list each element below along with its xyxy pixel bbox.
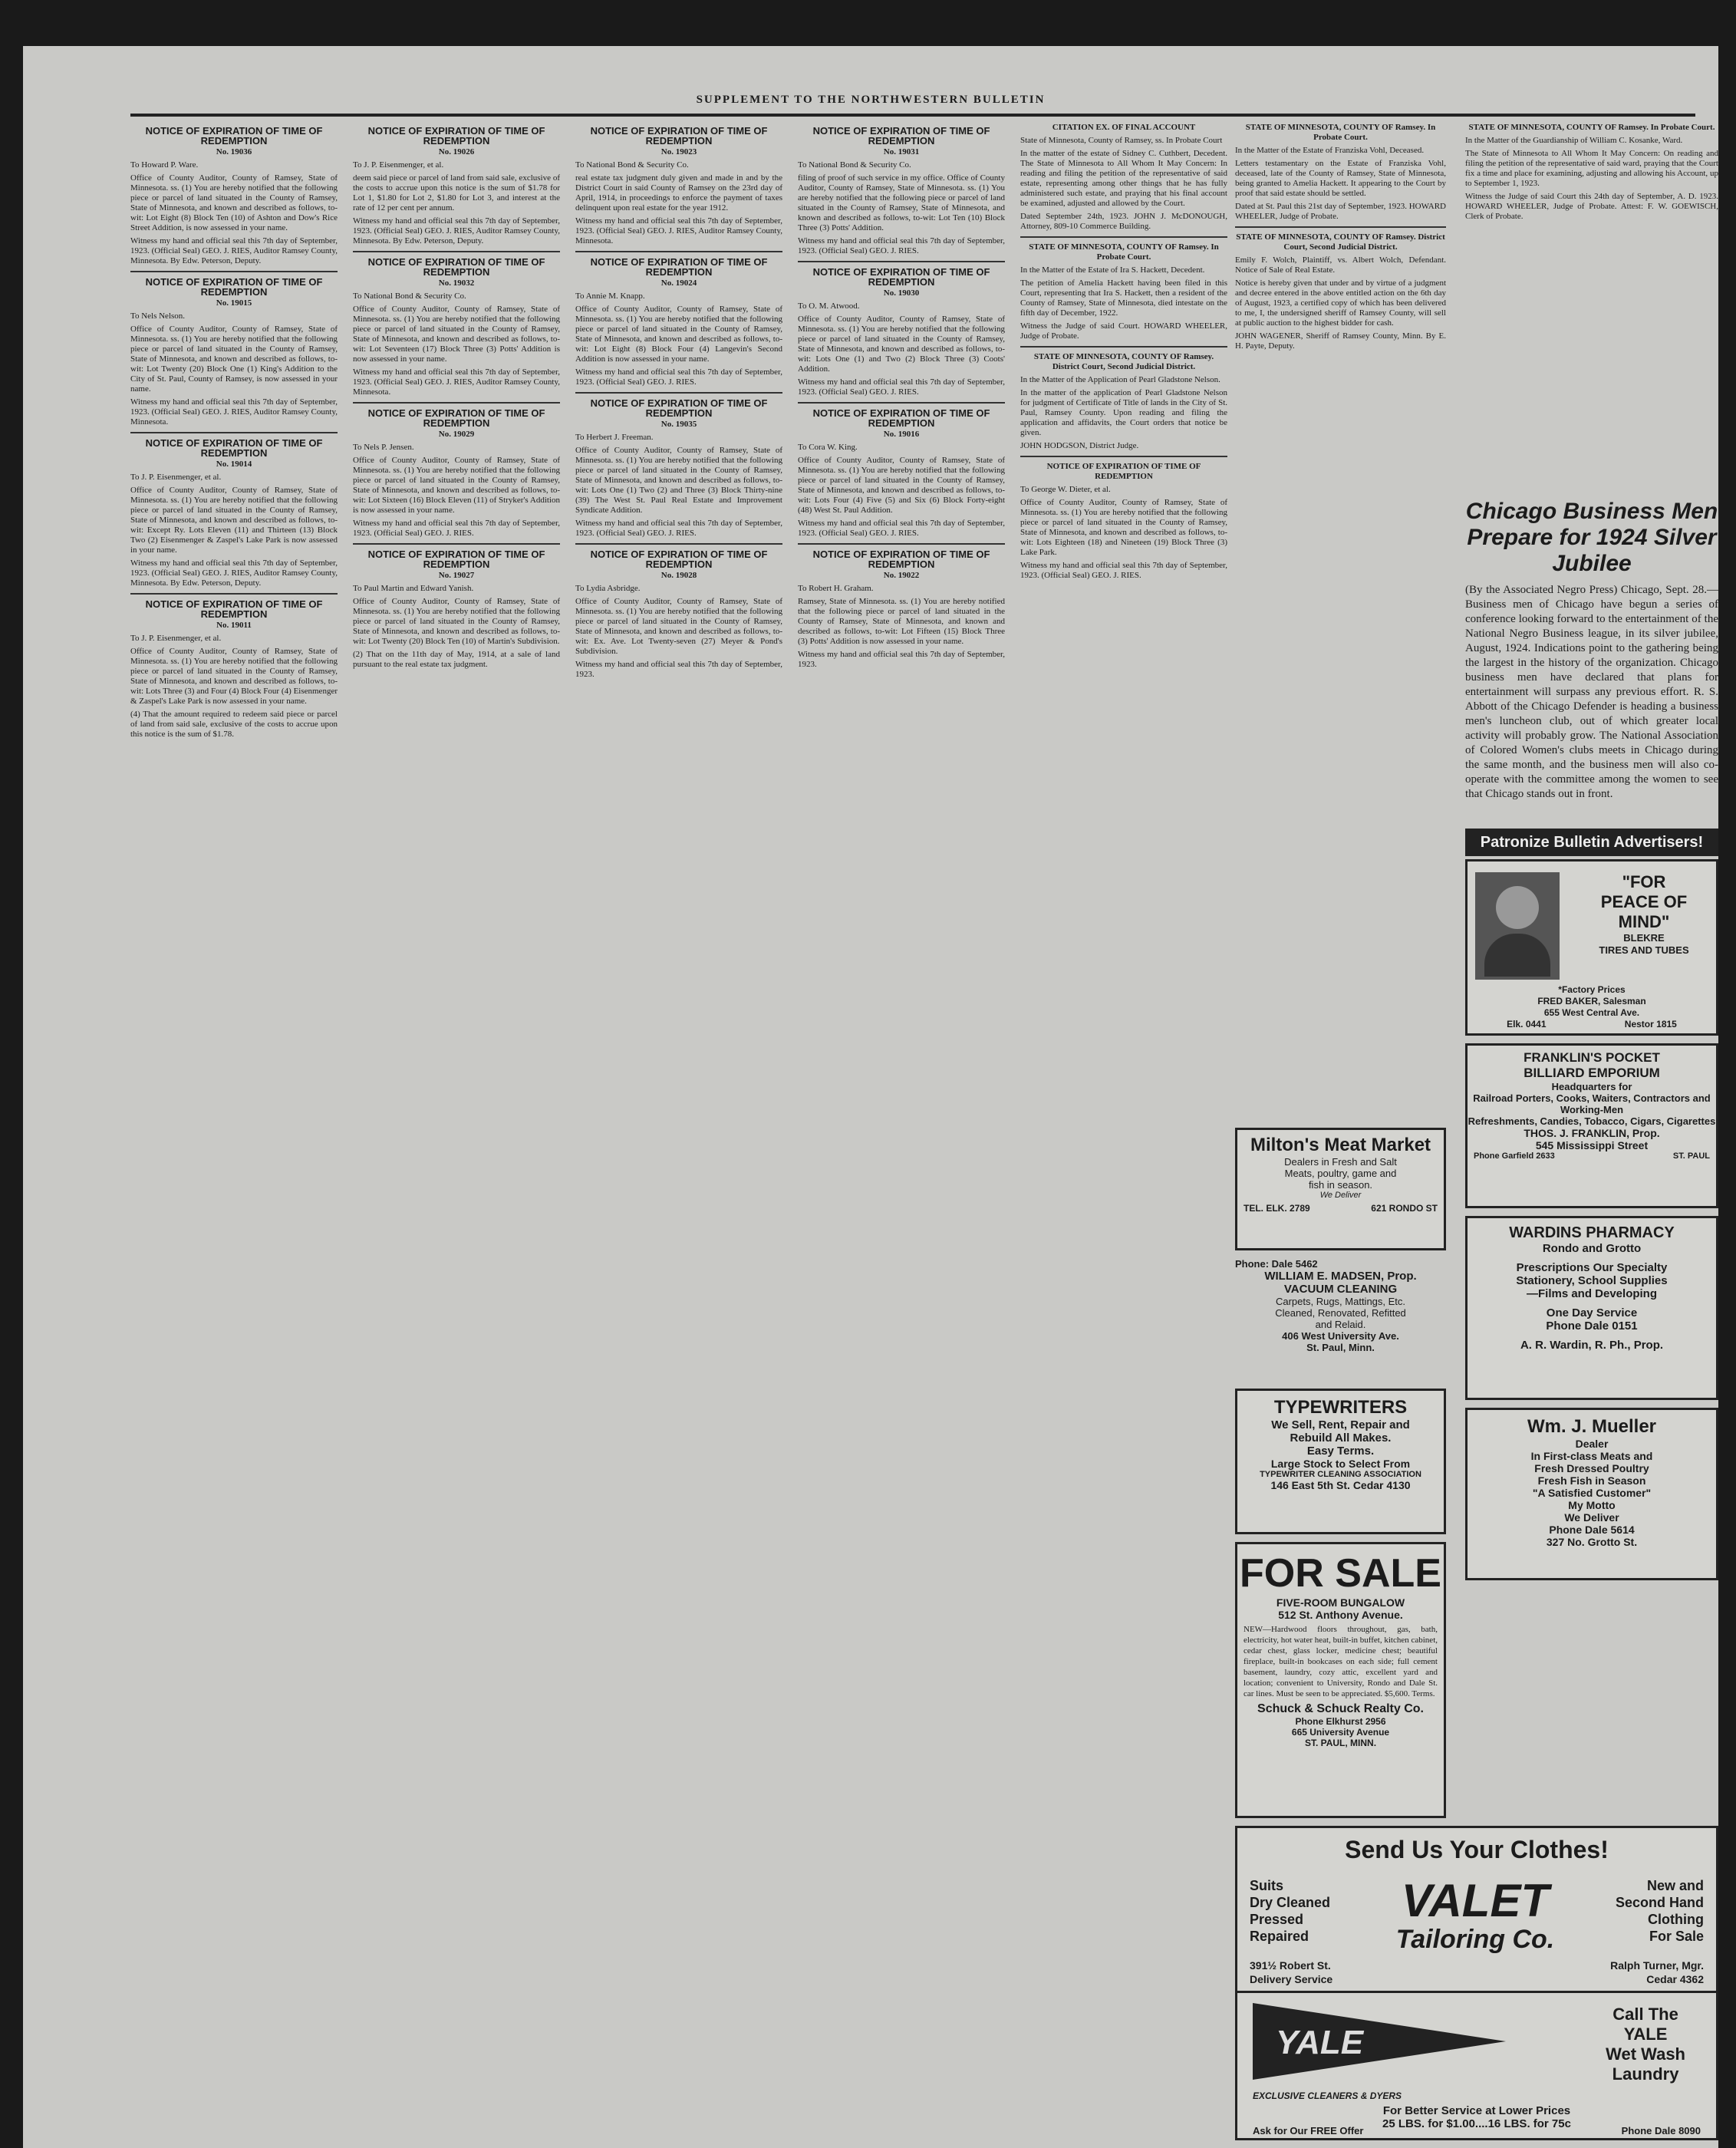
ad-typewriters-line4: Large Stock to Select From — [1270, 1458, 1411, 1470]
notice-body: Office of County Auditor, County of Ramsey, State of Minnesota. ss. (1) You are hereby notified that the following piece or parcel of land situated in the County of Ramsey, State of Minnesota, and known and described as follows, to-wit: Lots One (1) Two (2) and Three (3) Block Thirty-nine (39) The West St. Paul Real Estate and Improvement Syndicate Addition. — [575, 446, 782, 515]
notice-number: STATE OF MINNESOTA, COUNTY OF Ramsey. District Court, Second Judicial District. — [1236, 232, 1445, 252]
ad-milton-tel: TEL. ELK. 2789 — [1244, 1203, 1310, 1214]
ad-wardins-prop: A. R. Wardin, R. Ph., Prop. — [1520, 1339, 1664, 1352]
notice-addressee: To National Bond & Security Co. — [575, 160, 689, 170]
ad-madsen-service: VACUUM CLEANING — [1283, 1283, 1398, 1296]
notice-signature: Witness my hand and official seal this 7th day of September, 1923. (Official Seal) GEO. J. RIES. — [353, 519, 560, 538]
ad-mueller-meats — [1465, 1408, 1718, 1580]
ad-franklin-title2: BILLIARD EMPORIUM — [1524, 1066, 1660, 1080]
notice-signature: Witness my hand and official seal this 7th day of September, 1923. (Official Seal) GEO. J. RIES. — [575, 519, 782, 538]
ad-madsen-line1: Carpets, Rugs, Mattings, Etc. — [1275, 1296, 1406, 1307]
legal-notice — [1020, 123, 1227, 232]
ad-forsale-company: Schuck & Schuck Realty Co. — [1257, 1702, 1424, 1715]
ad-forsale-addr: 512 St. Anthony Avenue. — [1278, 1609, 1403, 1621]
ad-forsale-title: FOR SALE — [1240, 1551, 1441, 1596]
ad-franklin-prop: THOS. J. FRANKLIN, Prop. — [1524, 1127, 1660, 1139]
ad-madsen-line2: Cleaned, Renovated, Refitted — [1275, 1307, 1406, 1319]
notice-signature: JOHN WAGENER, Sheriff of Ramsey County, Minn. By E. H. Payte, Deputy. — [1235, 331, 1446, 351]
notice-number: No. 19015 — [216, 298, 252, 308]
supplement-masthead: SUPPLEMENT TO THE NORTHWESTERN BULLETIN — [696, 94, 1046, 106]
ad-franklin-phone: Phone Garfield 2633 — [1474, 1151, 1555, 1161]
ad-milton-meat-market — [1235, 1128, 1446, 1250]
ad-wardins-line3: —Films and Developing — [1526, 1287, 1658, 1300]
notice-body: Office of County Auditor, County of Ramsey, State of Minnesota. ss. (1) You are hereby notified that the following piece or parcel of land situated in the County of Ramsey, State of Minnesota, and known and described as follows, to-wit: Lot Seventeen (17) Block Three (3) Potts' Addition is now assessed in your name. — [353, 305, 560, 364]
ad-yale-call1: Call The — [1612, 2005, 1678, 2024]
masthead-rule — [130, 114, 1695, 117]
ad-mueller-addr: 327 No. Grotto St. — [1546, 1536, 1638, 1548]
notice-heading: NOTICE OF EXPIRATION OF TIME OF REDEMPTION — [367, 407, 545, 429]
notice-heading: NOTICE OF EXPIRATION OF TIME OF REDEMPTION — [590, 125, 768, 147]
notice-divider — [353, 543, 560, 545]
ad-peace-addr: 655 West Central Ave. — [1543, 1007, 1640, 1018]
ad-franklin-title1: FRANKLIN'S POCKET — [1524, 1050, 1660, 1065]
notice-signature: Witness my hand and official seal this 7th day of September, 1923. (Official Seal) GEO. J. RIES, Auditor Ramsey County, Minnesota. — [575, 216, 782, 245]
notice-addressee: To O. M. Atwood. — [798, 301, 860, 311]
ad-milton-line3: fish in season. — [1308, 1179, 1373, 1191]
notice-number: No. 19026 — [438, 147, 475, 156]
ad-valet-right2: Second Hand — [1615, 1895, 1704, 1910]
notice-column-2 — [353, 123, 560, 2148]
ad-forsale-sub: FIVE-ROOM BUNGALOW — [1276, 1596, 1405, 1609]
ad-madsen-name: WILLIAM E. MADSEN, Prop. — [1264, 1270, 1417, 1283]
legal-notice — [798, 402, 1005, 539]
ad-valet-mgr: Ralph Turner, Mgr. — [1610, 1959, 1704, 1972]
legal-notice — [575, 251, 782, 387]
notice-number: STATE OF MINNESOTA, COUNTY OF Ramsey. In Probate Court. — [1468, 123, 1715, 132]
notice-addressee: To Cora W. King. — [798, 443, 858, 452]
notice-signature: JOHN HODGSON, District Judge. — [1020, 441, 1139, 450]
notice-addressee: To Herbert J. Freeman. — [575, 433, 654, 442]
notice-signature: Dated at St. Paul this 21st day of September, 1923. HOWARD WHEELER, Judge of Probate. — [1235, 202, 1446, 221]
notice-number: No. 19014 — [216, 460, 252, 469]
notice-body: filing of proof of such service in my office. Office of County Auditor, County of Ramsey, State of Minnesota. ss. (1) You are hereby notified that the following piece or parcel of land situated in the County of Ramsey, State of Minnesota, and known and described as follows, to-wit: Lot Ten (10) Block Three (3) Potts' Addition. — [798, 173, 1005, 232]
ad-madsen-city: St. Paul, Minn. — [1306, 1342, 1375, 1353]
notice-body: Letters testamentary on the Estate of Franziska Vohl, deceased, late of the County of Ramsey, State of Minnesota, being granted to Amelia Hackett. It appearing to the Court by proof that said estate should be settled. — [1235, 159, 1446, 198]
ad-valet-addr: 391½ Robert St. — [1250, 1959, 1331, 1972]
ad-franklin-line1: Headquarters for — [1551, 1081, 1632, 1092]
notice-divider — [1235, 226, 1446, 228]
legal-notice — [353, 126, 560, 246]
notice-addressee: In the Matter of the Application of Pearl Gladstone Nelson. — [1020, 375, 1220, 384]
notice-divider — [1020, 346, 1227, 348]
notice-number: No. 19027 — [438, 571, 475, 580]
legal-notice — [1465, 123, 1718, 222]
ad-franklin-line2: Railroad Porters, Cooks, Waiters, Contractors and Working-Men — [1473, 1092, 1711, 1115]
notice-column-5 — [1020, 123, 1227, 1066]
notice-divider — [575, 251, 782, 252]
notice-heading: NOTICE OF EXPIRATION OF TIME OF REDEMPTION — [590, 549, 768, 570]
ad-wardins-line4: One Day Service — [1546, 1306, 1638, 1319]
ad-milton-line1: Dealers in Fresh and Salt — [1284, 1156, 1397, 1168]
notice-signature: Witness the Judge of said Court this 24th day of September, A. D. 1923. HOWARD WHEELER, Judge of Probate. Attest: F. W. GOEWISCH, Clerk of Probate. — [1465, 192, 1718, 221]
ad-yale-line2: 25 LBS. for $1.00....16 LBS. for 75c — [1382, 2117, 1571, 2130]
ad-mueller-line4: Fresh Fish in Season — [1537, 1474, 1646, 1487]
ad-wardins-pharmacy — [1465, 1216, 1718, 1400]
legal-notice — [130, 271, 338, 427]
ad-typewriters-line6: 146 East 5th St. Cedar 4130 — [1270, 1479, 1411, 1491]
ad-mueller-phone: Phone Dale 5614 — [1549, 1524, 1635, 1536]
ad-peace-quote2: PEACE OF — [1600, 892, 1688, 911]
notice-body: Ramsey, State of Minnesota. ss. (1) You are hereby notified that the following piece or parcel of land situated in the County of Ramsey, State of Minnesota, and known and described as follows, to-wit: Lot Fifteen (15) Block Three (3) Potts' Addition is now assessed in your name. — [798, 597, 1005, 646]
notice-body: In the matter of the estate of Sidney C. Cuthbert, Decedent. The State of Minnesota to All Whom It May Concern: In reading and filing the petition of the representative of said estate, representing among other things that he has fully administered such estate, and praying that his final account be examined, adjusted and allowed by the Court. — [1020, 149, 1227, 208]
legal-notice — [353, 543, 560, 670]
notice-addressee: To Howard P. Ware. — [130, 160, 199, 170]
notice-column-3 — [575, 123, 782, 2148]
ad-yale-line1: For Better Service at Lower Prices — [1382, 2104, 1571, 2117]
ad-milton-addr: 621 RONDO ST — [1371, 1203, 1438, 1214]
ad-wardins-title: WARDINS PHARMACY — [1509, 1224, 1675, 1241]
ad-typewriters-line3: Easy Terms. — [1306, 1445, 1375, 1458]
notice-signature: Witness my hand and official seal this 7th day of September, 1923. (Official Seal) GEO. J. RIES. — [798, 377, 1005, 397]
salesman-portrait-icon — [1475, 872, 1560, 980]
ad-mueller-line3: Fresh Dressed Poultry — [1534, 1462, 1649, 1474]
ad-mueller-line7: We Deliver — [1564, 1511, 1619, 1524]
legal-notice — [1020, 456, 1227, 581]
legal-notice — [130, 432, 338, 588]
notice-divider — [1020, 456, 1227, 457]
legal-notice — [575, 392, 782, 539]
notice-divider — [575, 543, 782, 545]
ad-valet-brand1: VALET — [1401, 1875, 1550, 1926]
notice-divider — [130, 271, 338, 272]
notice-divider — [353, 402, 560, 404]
ad-mueller-title: Wm. J. Mueller — [1527, 1416, 1657, 1437]
ad-yale-call3: Wet Wash — [1606, 2044, 1685, 2064]
notice-number: No. 19030 — [883, 288, 920, 298]
ad-wardins-phone: Phone Dale 0151 — [1546, 1319, 1638, 1333]
notice-addressee: To Robert H. Graham. — [798, 584, 874, 593]
notice-number: No. 19028 — [660, 571, 697, 580]
legal-notice — [798, 126, 1005, 256]
notice-heading: NOTICE OF EXPIRATION OF TIME OF REDEMPTION — [145, 598, 323, 620]
ad-for-sale — [1235, 1542, 1446, 1818]
ad-franklin-addr: 545 Mississippi Street — [1535, 1139, 1649, 1151]
notice-divider — [1020, 236, 1227, 238]
ad-yale-call2: YALE — [1623, 2024, 1668, 2044]
ad-madsen-phone: Phone: Dale 5462 — [1235, 1258, 1318, 1270]
ad-yale-offer: Ask for Our FREE Offer — [1253, 2125, 1364, 2136]
legal-notice — [1020, 346, 1227, 451]
legal-notice — [798, 543, 1005, 670]
ad-valet-right3: Clothing — [1648, 1912, 1704, 1927]
ad-franklin-billiards — [1465, 1043, 1718, 1208]
notice-heading: NOTICE OF EXPIRATION OF TIME OF REDEMPTION — [145, 276, 323, 298]
ad-valet-right4: For Sale — [1649, 1929, 1704, 1944]
notice-heading: NOTICE OF EXPIRATION OF TIME OF REDEMPTION — [812, 407, 990, 429]
notice-signature: Witness my hand and official seal this 7th day of September, 1923. — [798, 650, 1005, 669]
ad-forsale-street: 665 University Avenue — [1291, 1727, 1390, 1738]
ad-valet-right1: New and — [1646, 1878, 1704, 1893]
notice-addressee: To George W. Dieter, et al. — [1020, 485, 1111, 494]
notice-signature: Witness my hand and official seal this 7th day of September, 1923. (Official Seal) GEO. J. RIES, Auditor Ramsey County, Minnesota. — [353, 367, 560, 397]
ad-madsen-vacuum — [1235, 1258, 1446, 1381]
notice-addressee: To Annie M. Knapp. — [575, 292, 645, 301]
notice-addressee: To National Bond & Security Co. — [353, 292, 466, 301]
ad-milton-title: Milton's Meat Market — [1250, 1135, 1431, 1155]
yale-pennant-icon — [1253, 2003, 1506, 2087]
ad-forsale-city: ST. PAUL, MINN. — [1304, 1738, 1377, 1748]
notice-divider — [798, 261, 1005, 262]
notice-body: Office of County Auditor, County of Ramsey, State of Minnesota. ss. (1) You are hereby notified that the following piece or parcel of land situated in the County of Ramsey, State of Minnesota, and known and described as follows, to-wit: Lot Sixteen (16) Block Eleven (11) of Stryker's Addition is now assessed in your name. — [353, 456, 560, 515]
notice-addressee: Emily F. Wolch, Plaintiff, vs. Albert Wolch, Defendant. Notice of Sale of Real Estate. — [1235, 255, 1446, 275]
notice-signature: Witness my hand and official seal this 7th day of September, 1923. (Official Seal) GEO. J. RIES. — [1020, 561, 1227, 580]
ad-valet-cedar: Cedar 4362 — [1646, 1973, 1704, 1985]
notice-addressee: In the Matter of the Guardianship of William C. Kosanke, Ward. — [1465, 136, 1683, 145]
legal-notice — [575, 126, 782, 246]
ad-typewriters-line1: We Sell, Rent, Repair and — [1271, 1418, 1410, 1431]
notice-number: STATE OF MINNESOTA, COUNTY OF Ramsey. In Probate Court. — [1245, 123, 1436, 142]
notice-number: No. 19029 — [438, 430, 475, 439]
notice-divider — [353, 251, 560, 252]
notice-number: No. 19032 — [438, 278, 475, 288]
ad-wardins-addr: Rondo and Grotto — [1542, 1242, 1642, 1255]
notice-addressee: To J. P. Eisenmenger, et al. — [130, 634, 222, 643]
patronize-banner: Patronize Bulletin Advertisers! — [1465, 829, 1718, 856]
notice-body: Office of County Auditor, County of Ramsey, State of Minnesota. ss. (1) You are hereby notified that the following piece or parcel of land situated in the County of Ramsey, State of Minnesota, and known and described as follows, to-wit: Lot Eight (8) Block Four (4) Langevin's Second Addition is now assessed in your name. — [575, 305, 782, 364]
ad-milton-line2: Meats, poultry, game and — [1284, 1168, 1397, 1179]
ad-franklin-city: ST. PAUL — [1672, 1151, 1710, 1161]
notice-addressee: State of Minnesota, County of Ramsey, ss. In Probate Court — [1020, 136, 1223, 145]
notice-heading: NOTICE OF EXPIRATION OF TIME OF REDEMPTION — [367, 256, 545, 278]
legal-notice — [353, 402, 560, 539]
notice-number: No. 19011 — [216, 621, 252, 630]
ad-typewriters-line2: Rebuild All Makes. — [1290, 1431, 1392, 1445]
notice-divider — [798, 543, 1005, 545]
ad-forsale-phone: Phone Elkhurst 2956 — [1295, 1716, 1386, 1727]
notice-signature: Dated September 24th, 1923. JOHN J. McDONOUGH, Attorney, 809-10 Commerce Building. — [1020, 212, 1227, 231]
notice-signature: Witness my hand and official seal this 7th day of September, 1923. (Official Seal) GEO. J. RIES, Auditor Ramsey County, Minnesota. — [130, 397, 338, 427]
ad-valet-yale — [1235, 1826, 1718, 2140]
notice-body: Office of County Auditor, County of Ramsey, State of Minnesota. ss. (1) You are hereby notified that the following piece or parcel of land situated in the County of Ramsey, State of Minnesota, and known and described as follows, to-wit: Lots Three (3) and Four (4) Block Four (4) Eisenmenger & Zaspel's Lake Park is now assessed in your name. — [130, 647, 338, 706]
notice-body: real estate tax judgment duly given and made in and by the District Court in said County of Ramsey on the 23rd day of April, 1914, in proceedings to enforce the payment of taxes delinquent upon real estate for the year 1912. — [575, 173, 782, 212]
notice-addressee: To J. P. Eisenmenger, et al. — [353, 160, 444, 170]
ad-valet-delivery: Delivery Service — [1250, 1973, 1333, 1985]
notice-addressee: To National Bond & Security Co. — [798, 160, 911, 170]
notice-signature: (2) That on the 11th day of May, 1914, at a sale of land pursuant to the real estate tax judgment. — [353, 650, 560, 669]
ad-valet-headline: Send Us Your Clothes! — [1345, 1836, 1609, 1863]
notice-divider — [130, 432, 338, 433]
notice-body: Office of County Auditor, County of Ramsey, State of Minnesota. ss. (1) You are hereby notified that the following piece or parcel of land situated in the County of Ramsey, State of Minnesota, and known and described as follows, to-wit: Except Ry. Lots Eleven (11) and Thirteen (13) Block Two (2) Eisenmenger & Zaspel's Lake Park is now assessed in your name. — [130, 486, 338, 555]
notice-heading: NOTICE OF EXPIRATION OF TIME OF REDEMPTION — [367, 125, 545, 147]
notice-number: CITATION EX. OF FINAL ACCOUNT — [1052, 123, 1196, 132]
notice-heading: NOTICE OF EXPIRATION OF TIME OF REDEMPTION — [590, 256, 768, 278]
notice-heading: NOTICE OF EXPIRATION OF TIME OF REDEMPTION — [590, 397, 768, 419]
notice-number: No. 19031 — [883, 147, 920, 156]
notice-signature: Witness the Judge of said Court. HOWARD WHEELER, Judge of Probate. — [1020, 321, 1227, 341]
notice-number: No. 19035 — [660, 420, 697, 429]
ad-wardins-line1: Prescriptions Our Specialty — [1516, 1261, 1668, 1274]
ad-peace-factory: *Factory Prices — [1558, 984, 1626, 995]
ad-franklin-line3: Refreshments, Candies, Tobacco, Cigars, Cigarettes — [1468, 1115, 1716, 1127]
ad-wardins-line2: Stationery, School Supplies — [1516, 1274, 1668, 1287]
notice-addressee: To Nels Nelson. — [130, 311, 186, 321]
notice-body: The petition of Amelia Hackett having been filed in this Court, representing that Ira S. Hackett, then a resident of the County of Ramsey, State of Minnesota, died intestate on the fifth day of December, 1922. — [1020, 278, 1227, 318]
notice-signature: Witness my hand and official seal this 7th day of September, 1923. (Official Seal) GEO. J. RIES, Auditor Ramsey County, Minnesota. By Edw. Peterson, Deputy. — [353, 216, 560, 245]
ad-peace-tires: BLEKRE — [1623, 932, 1665, 944]
notice-number: No. 19023 — [660, 147, 697, 156]
notice-divider — [130, 593, 338, 595]
notice-number: STATE OF MINNESOTA, COUNTY OF Ramsey. In Probate Court. — [1029, 242, 1219, 262]
ad-peace-of-mind-tires — [1465, 859, 1718, 1036]
ad-yale-tag: EXCLUSIVE CLEANERS & DYERS — [1253, 2090, 1402, 2101]
notice-signature: Witness my hand and official seal this 7th day of September, 1923. (Official Seal) GEO. J. RIES. — [575, 367, 782, 387]
notice-signature: Witness my hand and official seal this 7th day of September, 1923. (Official Seal) GEO. J. RIES. — [798, 236, 1005, 255]
notice-number: No. 19022 — [883, 571, 920, 580]
ad-typewriters — [1235, 1389, 1446, 1534]
notice-divider — [798, 402, 1005, 404]
ad-peace-quote1: "FOR — [1622, 872, 1666, 891]
notice-addressee: To J. P. Eisenmenger, et al. — [130, 473, 222, 482]
legal-notice — [1235, 226, 1446, 351]
notice-column-1 — [130, 123, 338, 2148]
ad-forsale-body: NEW—Hardwood floors throughout, gas, bath, electricity, hot water heat, built-in buffet, kitchen cabinet, cedar chest, glass locker, medicine chest; beautiful fireplace, built-in bookcases on each side; full cement basement, laundry, cozy attic, excellent yard and location; convenient to University, Rondo and Dale St. car lines. Must be seen to be appreciated. $5,600. Terms. — [1244, 1625, 1438, 1698]
notice-heading: NOTICE OF EXPIRATION OF TIME OF REDEMPTION — [812, 266, 990, 288]
ad-mueller-line2: In First-class Meats and — [1530, 1450, 1653, 1462]
notice-signature: Witness my hand and official seal this 7th day of September, 1923. (Official Seal) GEO. J. RIES, Auditor Ramsey County, Minnesota. By Edw. Peterson, Deputy. — [130, 558, 338, 588]
notice-addressee: To Nels P. Jensen. — [353, 443, 414, 452]
notice-heading: NOTICE OF EXPIRATION OF TIME OF REDEMPTION — [812, 549, 990, 570]
ad-valet-left1: Suits — [1250, 1878, 1284, 1893]
ad-mueller-line5: "A Satisfied Customer" — [1532, 1487, 1652, 1499]
ad-peace-name: FRED BAKER, Salesman — [1537, 996, 1646, 1006]
notice-heading: NOTICE OF EXPIRATION OF TIME OF REDEMPTION — [812, 125, 990, 147]
ad-madsen-addr: 406 West University Ave. — [1282, 1330, 1399, 1342]
notice-addressee: In the Matter of the Estate of Franziska Vohl, Deceased. — [1235, 146, 1425, 155]
notice-body: Office of County Auditor, County of Ramsey, State of Minnesota. ss. (1) You are hereby notified that the following piece or parcel of land situated in the County of Ramsey, State of Minnesota, and known and described as follows, to-wit: Lots Eighteen (18) and Nineteen (19) Block Three (3) Lake Park. — [1020, 498, 1227, 557]
notice-number: No. 19036 — [216, 147, 252, 156]
notice-column-6 — [1235, 123, 1446, 1227]
notice-signature: Witness my hand and official seal this 7th day of September, 1923. (Official Seal) GEO. J. RIES, Auditor Ramsey County, Minnesota. By Edw. Peterson, Deputy. — [130, 236, 338, 265]
news-headline: Chicago Business Men Prepare for 1924 Silver Jubilee — [1465, 499, 1718, 576]
legal-notice — [1020, 236, 1227, 341]
legal-notice — [798, 261, 1005, 397]
ad-typewriters-line5: TYPEWRITER CLEANING ASSOCIATION — [1260, 1470, 1421, 1479]
ad-madsen-line3: and Relaid. — [1315, 1319, 1366, 1330]
legal-notice — [130, 593, 338, 740]
notice-body: Notice is hereby given that under and by virtue of a judgment and decree entered in the above entitled action on the 6th day of August, 1923, a certified copy of which has been delivered to me, I, the undersigned sheriff of Ramsey County, will sell at public auction to the highest bidder for cash. — [1235, 278, 1446, 328]
ad-peace-nestor: Nestor 1815 — [1624, 1019, 1677, 1030]
ad-typewriters-title: TYPEWRITERS — [1273, 1397, 1408, 1418]
legal-notice — [575, 543, 782, 680]
ad-valet-left3: Pressed — [1250, 1912, 1304, 1927]
notice-heading: NOTICE OF EXPIRATION OF TIME OF REDEMPTION — [367, 549, 545, 570]
news-body: (By the Associated Negro Press) Chicago, Sept. 28.—Business men of Chicago have begun a series of conference looking forward to the entertainment of the National Negro Business league, in its silver jubilee, August, 1924. Indications point to the gathering being the largest in the history of the organization. Chicago business men have declared that plans for entertainment will surpass any previous effort. R. S. Abbott of the Chicago Defender is heading a business men's luncheon club, out of which greater local activity will probably grow. The National Association of Colored Women's clubs meets in Chicago during the same month, and the business men will also co-operate with the committee among the women to see that Chicago stands out in front. — [1465, 584, 1718, 800]
notice-addressee: To Paul Martin and Edward Yanish. — [353, 584, 474, 593]
ad-yale-call4: Laundry — [1612, 2064, 1679, 2084]
notice-addressee: In the Matter of the Estate of Ira S. Hackett, Decedent. — [1020, 265, 1205, 275]
notice-column-7 — [1465, 123, 1718, 491]
notice-body: Office of County Auditor, County of Ramsey, State of Minnesota. ss. (1) You are hereby notified that the following piece or parcel of land situated in the County of Ramsey, State of Minnesota, and known and described as follows, to-wit: Lots One (1) and Two (2) Block Three (3) Coots' Addition. — [798, 315, 1005, 374]
ad-valet-brand2: Tailoring Co. — [1395, 1925, 1555, 1954]
notice-number: No. 19024 — [660, 278, 697, 288]
legal-notice — [1235, 123, 1446, 222]
ad-mueller-line1: Dealer — [1575, 1438, 1609, 1450]
notice-number: No. 19016 — [883, 430, 920, 439]
notice-signature: Witness my hand and official seal this 7th day of September, 1923. (Official Seal) GEO. J. RIES. — [798, 519, 1005, 538]
notice-body: deem said piece or parcel of land from said sale, exclusive of the costs to accrue upon this notice is the sum of $1.78 for Lot 1, $1.80 for Lot 2, $1.80 for Lot 3, and interest at the rate of 12 per cent per annum. — [353, 173, 560, 212]
notice-signature: Witness my hand and official seal this 7th day of September, 1923. — [575, 660, 782, 679]
ad-mueller-line6: My Motto — [1568, 1499, 1616, 1511]
notice-heading: NOTICE OF EXPIRATION OF TIME OF REDEMPTION — [145, 125, 323, 147]
notice-divider — [575, 392, 782, 394]
notice-body: Office of County Auditor, County of Ramsey, State of Minnesota. ss. (1) You are hereby notified that the following piece or parcel of land situated in the County of Ramsey, State of Minnesota, and known and described as follows, to-wit: Ex. Ave. Lot Twenty-seven (27) Meyer & Pond's Subdivision. — [575, 597, 782, 656]
notice-body: Office of County Auditor, County of Ramsey, State of Minnesota. ss. (1) You are hereby notified that the following piece or parcel of land situated in the County of Ramsey, State of Minnesota, and known and described as follows, to-wit: Lot Eight (8) Block Ten (10) of Ashton and Dow's Rice Street Addition, is now assessed in your name. — [130, 173, 338, 232]
ad-yale-brand: YALE — [1276, 2024, 1364, 2061]
ad-peace-elk: Elk. 0441 — [1507, 1019, 1547, 1030]
notice-body: In the matter of the application of Pearl Gladstone Nelson for judgment of Certificate of Title of lands in the City of St. Paul, Ramsey County. Upon reading and filing the application and affidavits, the Court orders that notice be given. — [1020, 388, 1227, 437]
notice-addressee: To Lydia Asbridge. — [575, 584, 641, 593]
ad-milton-line4: We Deliver — [1319, 1191, 1362, 1200]
notice-body: Office of County Auditor, County of Ramsey, State of Minnesota. ss. (1) You are hereby notified that the following piece or parcel of land situated in the County of Ramsey, State of Minnesota, and known and described as follows, to-wit: Lots Four (4) Five (5) and Six (6) Block Forty-eight (48) West St. Paul Addition. — [798, 456, 1005, 515]
notice-body: Office of County Auditor, County of Ramsey, State of Minnesota. ss. (1) You are hereby notified that the following piece or parcel of land situated in the County of Ramsey, State of Minnesota, and known and described as follows, to-wit: Lot Twenty (20) Block One (1) King's Addition to the City of St. Paul, County of Ramsey, is now assessed in your name. — [130, 325, 338, 394]
notice-body: Office of County Auditor, County of Ramsey, State of Minnesota. ss. (1) You are hereby notified that the following piece or parcel of land situated in the County of Ramsey, State of Minnesota, and known and described as follows, to-wit: Lot Twenty (20) Block Ten (10) of Martin's Subdivision. — [353, 597, 560, 646]
notice-number: STATE OF MINNESOTA, COUNTY OF Ramsey. District Court, Second Judicial District. — [1033, 352, 1214, 371]
ad-valet-left2: Dry Cleaned — [1250, 1895, 1331, 1910]
notice-number: NOTICE OF EXPIRATION OF TIME OF REDEMPTION — [1046, 462, 1201, 481]
ad-yale-phone: Phone Dale 8090 — [1621, 2125, 1701, 2136]
notice-signature: (4) That the amount required to redeem said piece or parcel of land from said sale, exclusive of the costs to accrue upon this notice is the sum of $1.78. — [130, 710, 338, 739]
notice-body: The State of Minnesota to All Whom It May Concern: On reading and filing the petition of the representative of said ward, praying that the Court fix a time and place for examining, adjusting and allowing his Account, up to September 1, 1923. — [1465, 149, 1718, 188]
legal-notice — [130, 126, 338, 266]
ad-peace-quote3: MIND" — [1618, 912, 1670, 931]
legal-notice — [353, 251, 560, 397]
notice-heading: NOTICE OF EXPIRATION OF TIME OF REDEMPTION — [145, 437, 323, 459]
ad-valet-left4: Repaired — [1250, 1929, 1309, 1944]
newspaper-page — [23, 46, 1718, 2148]
ad-peace-tires2: TIRES AND TUBES — [1599, 944, 1689, 956]
notice-column-4 — [798, 123, 1005, 2148]
